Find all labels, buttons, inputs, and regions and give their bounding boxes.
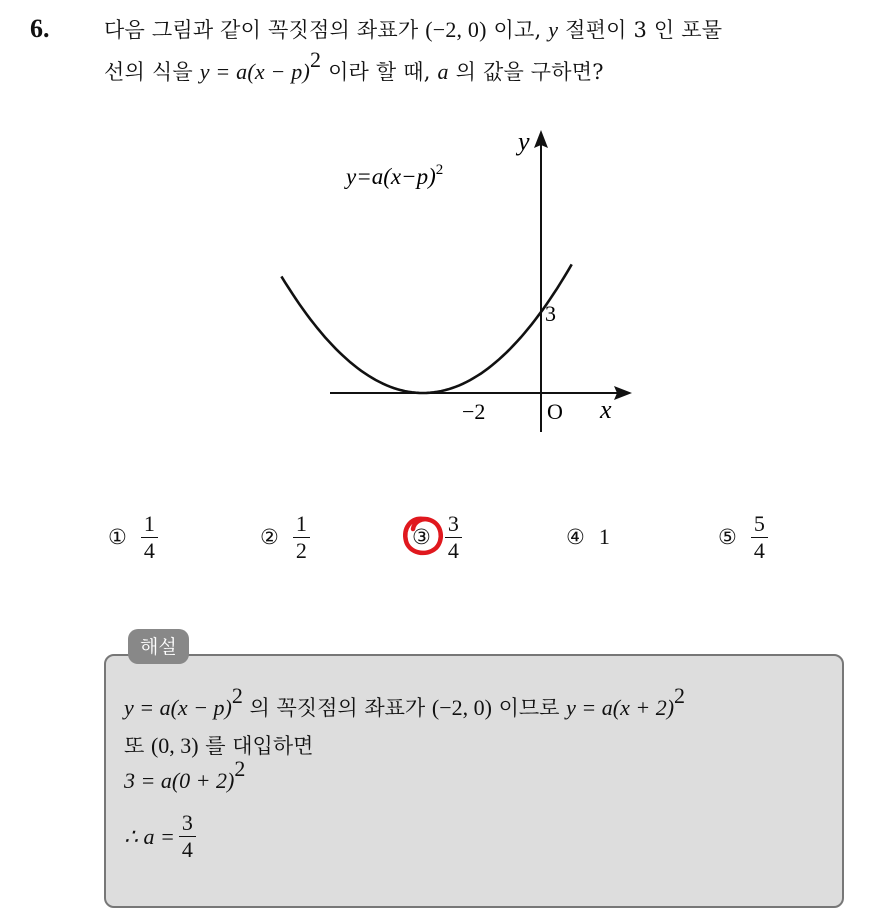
solution-equation: 3 = a(0 + 2)	[124, 768, 235, 793]
solution-result: ∴ a =	[124, 823, 175, 849]
fraction-numerator: 3	[447, 510, 459, 536]
a-variable: a	[437, 59, 449, 84]
solution-line-3	[124, 755, 246, 794]
solution-line-4	[124, 810, 196, 863]
vertex-x-label: −2	[462, 399, 486, 424]
parabola-formula: y = a(x − p)	[199, 59, 310, 84]
solution-line-2	[124, 730, 313, 760]
question-text: 다음 그림과 같이 꼭짓점의 좌표가	[104, 18, 426, 42]
choice-number: ④	[566, 525, 585, 549]
choice-number: ①	[108, 525, 127, 549]
fraction-denominator: 4	[753, 537, 765, 563]
choice-1[interactable]	[108, 502, 158, 572]
solution-text: 이므로	[491, 696, 567, 720]
y-variable: y	[548, 17, 559, 42]
solution-line-1	[124, 682, 686, 722]
choice-number: ⑤	[718, 525, 737, 549]
choice-fraction	[293, 511, 310, 564]
formula-exponent: 2	[309, 46, 322, 72]
x-axis-label: x	[600, 395, 612, 424]
fraction-denominator: 4	[143, 537, 155, 563]
solution-exponent: 2	[674, 682, 686, 708]
solution-formula: y = a(x − p)	[124, 695, 232, 720]
fraction-numerator: 3	[181, 810, 193, 835]
choice-fraction	[445, 511, 462, 564]
choice-number-marked	[412, 525, 431, 549]
y-axis-label: y	[518, 127, 530, 156]
choice-value: 1	[598, 524, 610, 549]
fraction-numerator: 1	[295, 510, 307, 536]
question-number: 6.	[30, 14, 50, 43]
y-intercept-label: 3	[545, 301, 556, 326]
question-text: 절편이 3 인 포물	[558, 18, 723, 42]
choice-fraction	[141, 511, 158, 564]
fraction-numerator: 5	[753, 510, 765, 536]
solution-formula: y = a(x + 2)	[566, 695, 675, 720]
fraction-denominator: 4	[447, 537, 459, 563]
choice-number: ②	[260, 525, 279, 549]
vertex-coordinate: (−2, 0)	[425, 17, 487, 42]
solution-tag: 해설	[128, 629, 189, 664]
choice-4[interactable]	[566, 502, 610, 572]
question-text: 의 값을 구하면?	[448, 60, 604, 84]
parabola-curve	[281, 264, 571, 393]
solution-exponent: 2	[231, 682, 243, 708]
solution-point: (−2, 0)	[431, 695, 492, 720]
fraction-numerator: 1	[143, 510, 155, 536]
solution-fraction	[179, 810, 196, 863]
origin-label: O	[547, 399, 563, 424]
question-text: 이고,	[486, 18, 549, 42]
fraction-denominator: 4	[181, 837, 193, 862]
question-text: 선의 식을	[104, 60, 200, 84]
solution-point: (0, 3)	[150, 733, 199, 758]
choice-2[interactable]	[260, 502, 310, 572]
solution-text: 의 꼭짓점의 좌표가	[242, 696, 432, 720]
question-text: 이라 할 때,	[321, 60, 438, 84]
solution-exponent: 2	[234, 755, 246, 781]
solution-text: 또	[124, 734, 151, 758]
choice-5[interactable]	[718, 502, 768, 572]
choice-number: ③	[412, 525, 431, 549]
fraction-denominator: 2	[295, 537, 307, 563]
choice-fraction	[751, 511, 768, 564]
choice-3[interactable]	[412, 502, 462, 572]
solution-text: 를 대입하면	[198, 734, 314, 758]
curve-label: $y=a(x-p)^2$	[346, 162, 444, 189]
